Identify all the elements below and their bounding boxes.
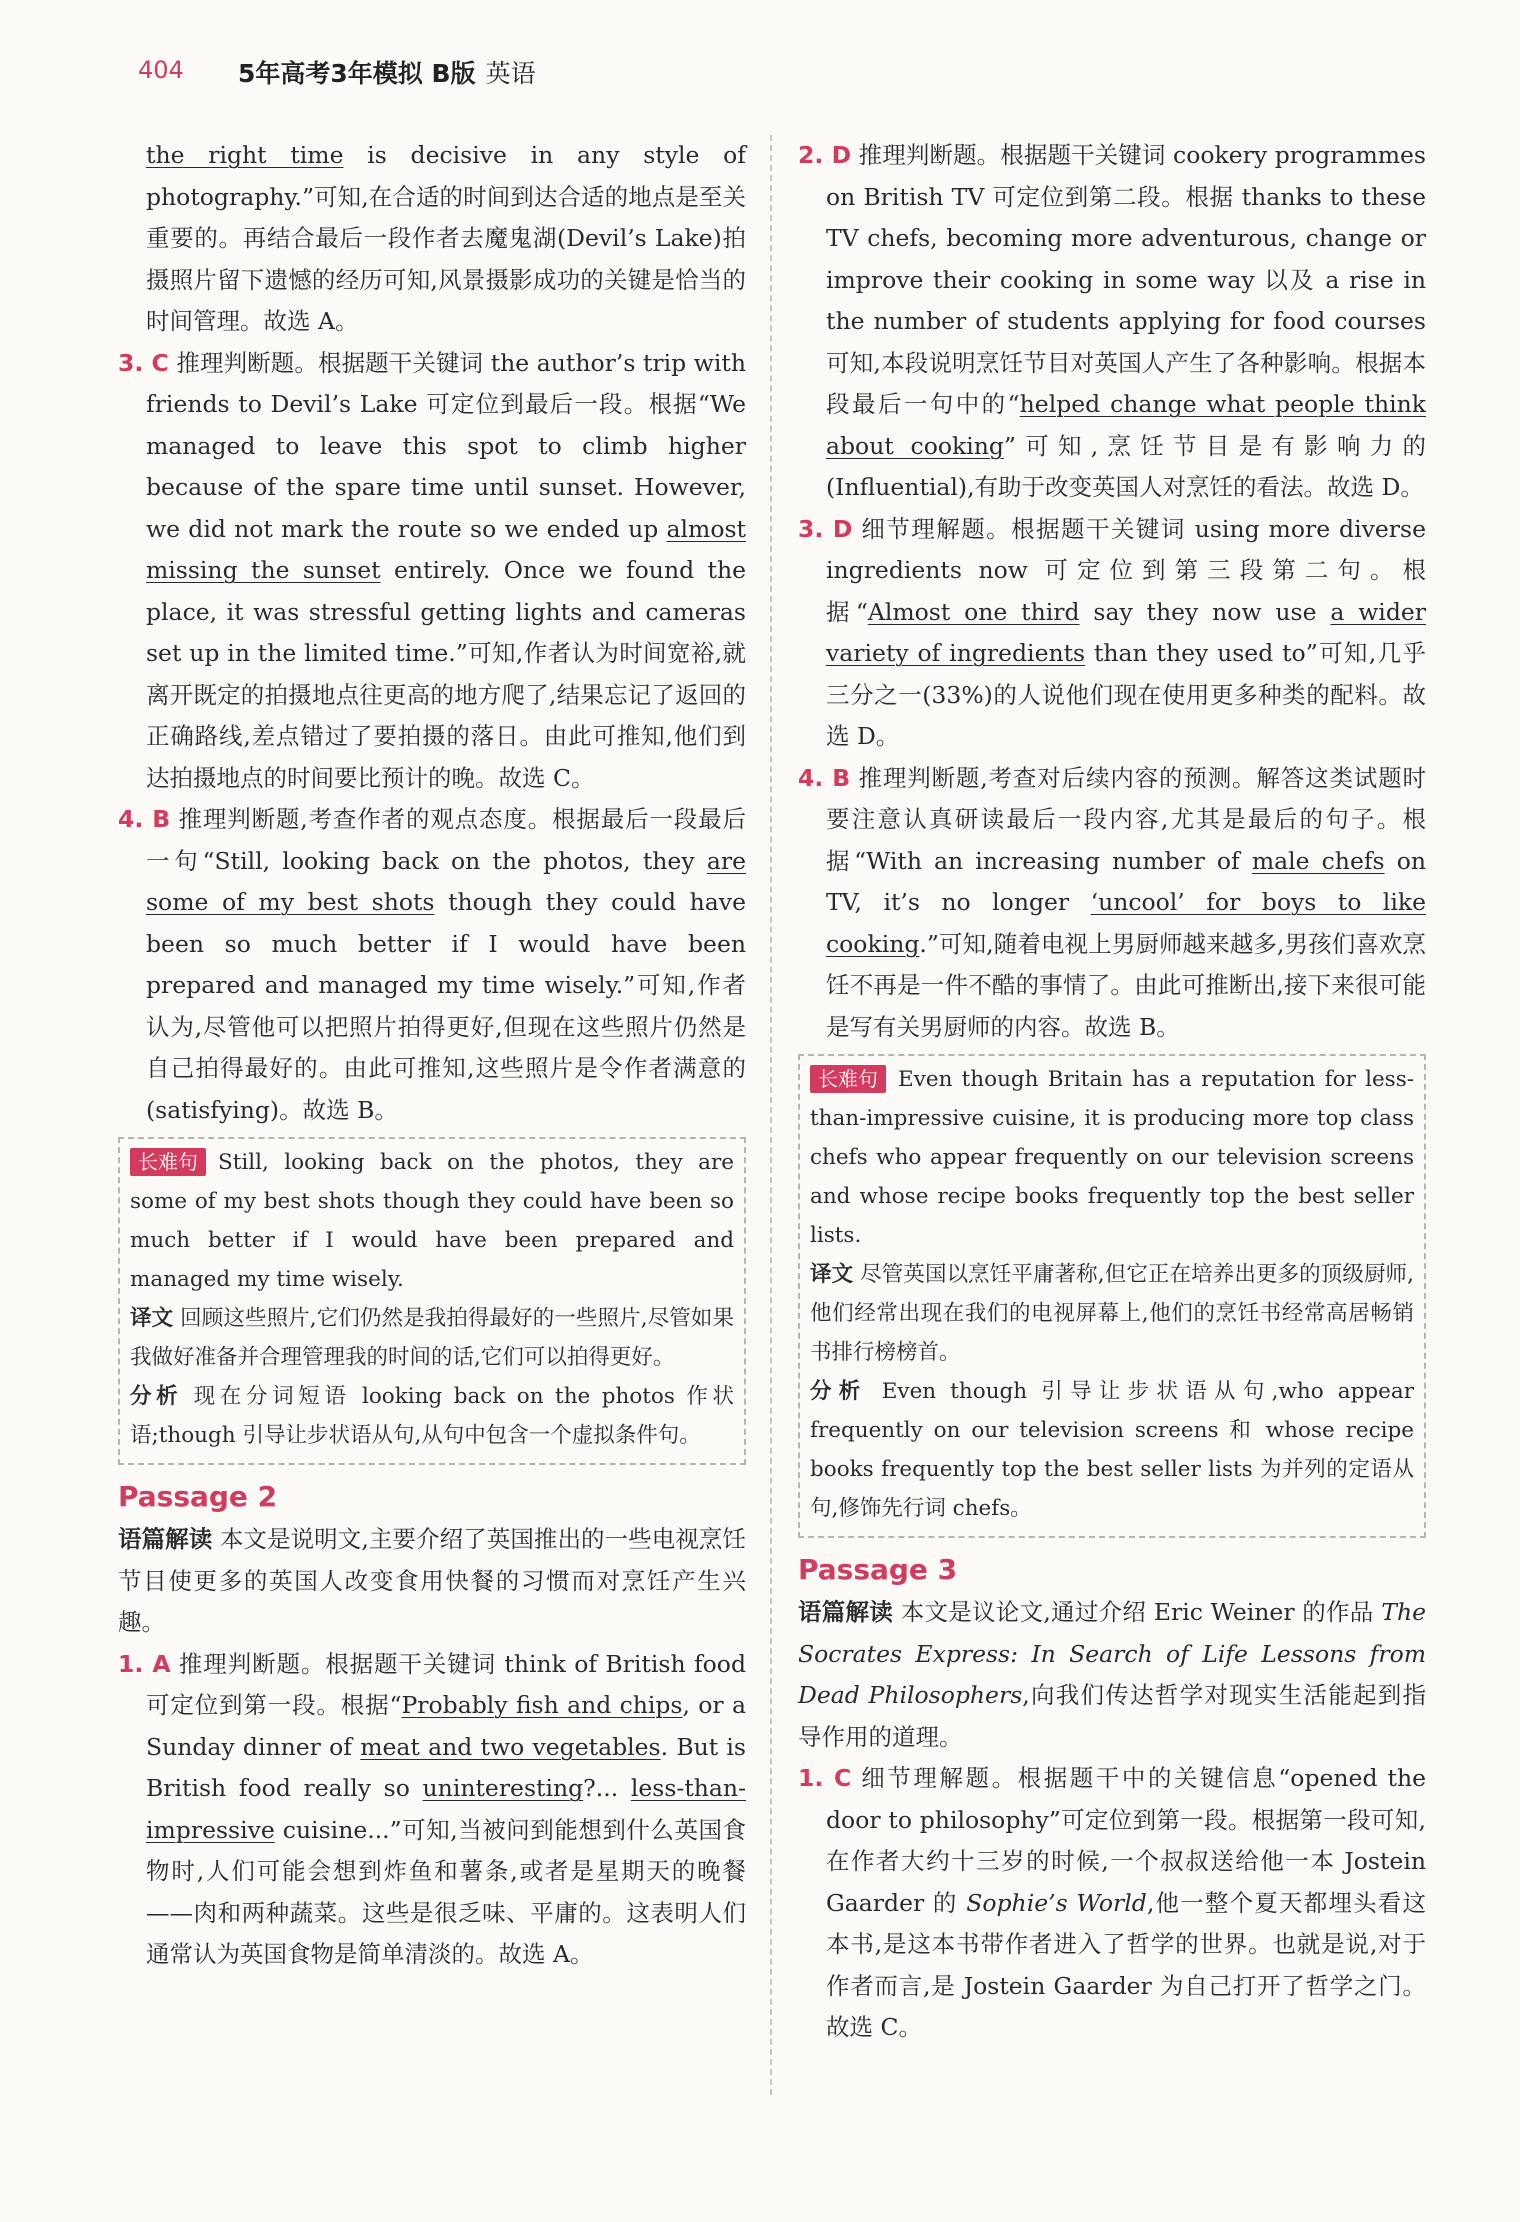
- answer-number: 3. D: [798, 514, 853, 543]
- answer-4: 4. B 推理判断题,考查作者的观点态度。根据最后一段最后一句“Still, looking back on the photos, they are some of my best shots though they could have been so much better if I would have been prepared and managed my time wisely.”可知,作者认为,尽管他可以把照片拍得更好,但现在这些照片仍然是自己拍得最好的。由此可推知,这些照片是令作者满意的(satisfying)。故选 B。: [118, 805, 746, 1124]
- translation: 译文 回顾这些照片,它们仍然是我拍得最好的一些照片,尽管如果我做好准备并合理管理我的时间的话,它们可以拍得更好。: [130, 1306, 734, 1370]
- analysis: 分析 现在分词短语 looking back on the photos 作状语;though 引导让步状语从句,从句中包含一个虚拟条件句。: [130, 1384, 734, 1448]
- right-column: [798, 135, 1426, 2049]
- passage-3-title: Passage 3: [798, 1553, 958, 1586]
- long-sentence-box: [118, 1137, 746, 1465]
- passage-2-title: Passage 2: [118, 1480, 278, 1513]
- passage-3-summary: 语篇解读 本文是议论文,通过介绍 Eric Weiner 的作品 The Socrates Express: In Search of Life Lessons from Dead Philosophers,向我们传达哲学对现实生活能起到指导作用的道理。: [798, 1598, 1427, 1751]
- answer-number: 4. B: [118, 805, 171, 833]
- answer-3: 3. C 推理判断题。根据题干关键词 the author’s trip with friends to Devil’s Lake 可定位到最后一段。根据“We managed to leave this spot to climb higher because of the spare time until sunset. However, we did not mark the route so we ended up almost missing the sunset entirely. Once we found the place, it was stressful getting lights and cameras set up in the limited time.”可知,作者认为时间宽裕,就离开既定的拍摄地点往更高的地方爬了,结果忘记了返回的正确路线,差点错过了要拍摄的落日。由此可推知,他们到达拍摄地点的时间要比预计的晚。故选 C。: [118, 348, 746, 792]
- subject-label: 英语: [485, 59, 536, 88]
- answer-number: 4. B: [798, 763, 851, 792]
- long-sentence: 长难句 Still, looking back on the photos, they are some of my best shots though they could have been so much better if I would have been prepared and managed my time wisely.: [130, 1150, 734, 1292]
- passage-2-answer-1: 1. A 推理判断题。根据题干关键词 think of British food 可定位到第一段。根据“Probably fish and chips, or a Sunday dinner of meat and two vegetables. But is British food really so uninteresting?... less-than-impressive cuisine...”可知,当被问到能想到什么英国食物时,人们可能会想到炸鱼和薯条,或者是星期天的晚餐——肉和两种蔬菜。这些是很乏味、平庸的。这表明人们通常认为英国食物是简单清淡的。故选 A。: [118, 1649, 747, 1968]
- passage-2-answer-3: 3. D 细节理解题。根据题干关键词 using more diverse ingredients now 可定位到第三段第二句。根据“Almost one third say they now use a wider variety of ingredients than they used to”可知,几乎三分之一(33%)的人说他们现在使用更多种类的配料。故选 D。: [798, 514, 1427, 750]
- page-header: [0, 0, 1520, 100]
- answer-number: 3. C: [118, 348, 169, 377]
- translation: 译文 尽管英国以烹饪平庸著称,但它正在培养出更多的顶级厨师,他们经常出现在我们的电视屏幕上,他们的烹饪书经常高居畅销书排行榜榜首。: [810, 1262, 1414, 1365]
- passage-2-answer-4: 4. B 推理判断题,考查对后续内容的预测。解答这类试题时要注意认真研读最后一段内容,尤其是最后的句子。根据“With an increasing number of male chefs on TV, it’s no longer ‘uncool’ for boys to like cooking.”可知,随着电视上男厨师越来越多,男孩们喜欢烹饪不再是一件不酷的事情了。由此可推断出,接下来很可能是写有关男厨师的内容。故选 B。: [798, 763, 1426, 1041]
- passage-3-answer-1: 1. C 细节理解题。根据题干中的关键信息“opened the door to philosophy”可定位到第一段。根据第一段可知,在作者大约十三岁的时候,一个叔叔送给他一本 Jostein Gaarder 的 Sophie’s World,他一整个夏天都埋头看这本书,是这本书带作者进入了哲学的世界。也就是说,对于作者而言,是 Jostein Gaarder 为自己打开了哲学之门。故选 C。: [798, 1764, 1426, 2041]
- page-number: 404: [138, 56, 184, 84]
- answer-continuation: the right time is decisive in any style of photography.”可知,在合适的时间到达合适的地点是至关重要的。再结合最后一段作者去魔鬼湖(Devil’s Lake)拍摄照片留下遗憾的经历可知,风景摄影成功的关键是恰当的时间管理。故选 A。: [146, 141, 746, 335]
- answer-number: 1. A: [118, 1649, 171, 1678]
- column-divider: [770, 135, 772, 2095]
- answer-number: 1. C: [798, 1764, 852, 1792]
- long-sentence: 长难句 Even though Britain has a reputation for less-than-impressive cuisine, it is producing more top class chefs who appear frequently on our television screens and whose recipe books frequently top the best seller lists.: [810, 1067, 1414, 1248]
- left-column: [118, 135, 746, 1976]
- long-sentence-box: [798, 1054, 1426, 1538]
- analysis: 分析 Even though 引导让步状语从句,who appear frequently on our television screens 和 whose recipe books frequently top the best seller lists 为并列的定语从句,修饰先行词 chefs。: [810, 1379, 1414, 1521]
- long-sentence-tag: 长难句: [810, 1065, 886, 1093]
- passage-2-answer-2: 2. D 推理判断题。根据题干关键词 cookery programmes on British TV 可定位到第二段。根据 thanks to these TV chefs, becoming more adventurous, change or improve their cooking in some way 以及 a rise in the number of students applying for food courses 可知,本段说明烹饪节目对英国人产生了各种影响。根据本段最后一句中的“helped change what people think about cooking”可知,烹饪节目是有影响力的(Influential),有助于改变英国人对烹饪的看法。故选 D。: [798, 141, 1427, 501]
- answer-number: 2. D: [798, 141, 852, 169]
- book-title: 5年高考3年模拟 B版 英语: [238, 59, 536, 88]
- passage-2-summary: 语篇解读 本文是说明文,主要介绍了英国推出的一些电视烹饪节目使更多的英国人改变食用快餐的习惯而对烹饪产生兴趣。: [118, 1525, 746, 1636]
- long-sentence-tag: 长难句: [130, 1148, 206, 1176]
